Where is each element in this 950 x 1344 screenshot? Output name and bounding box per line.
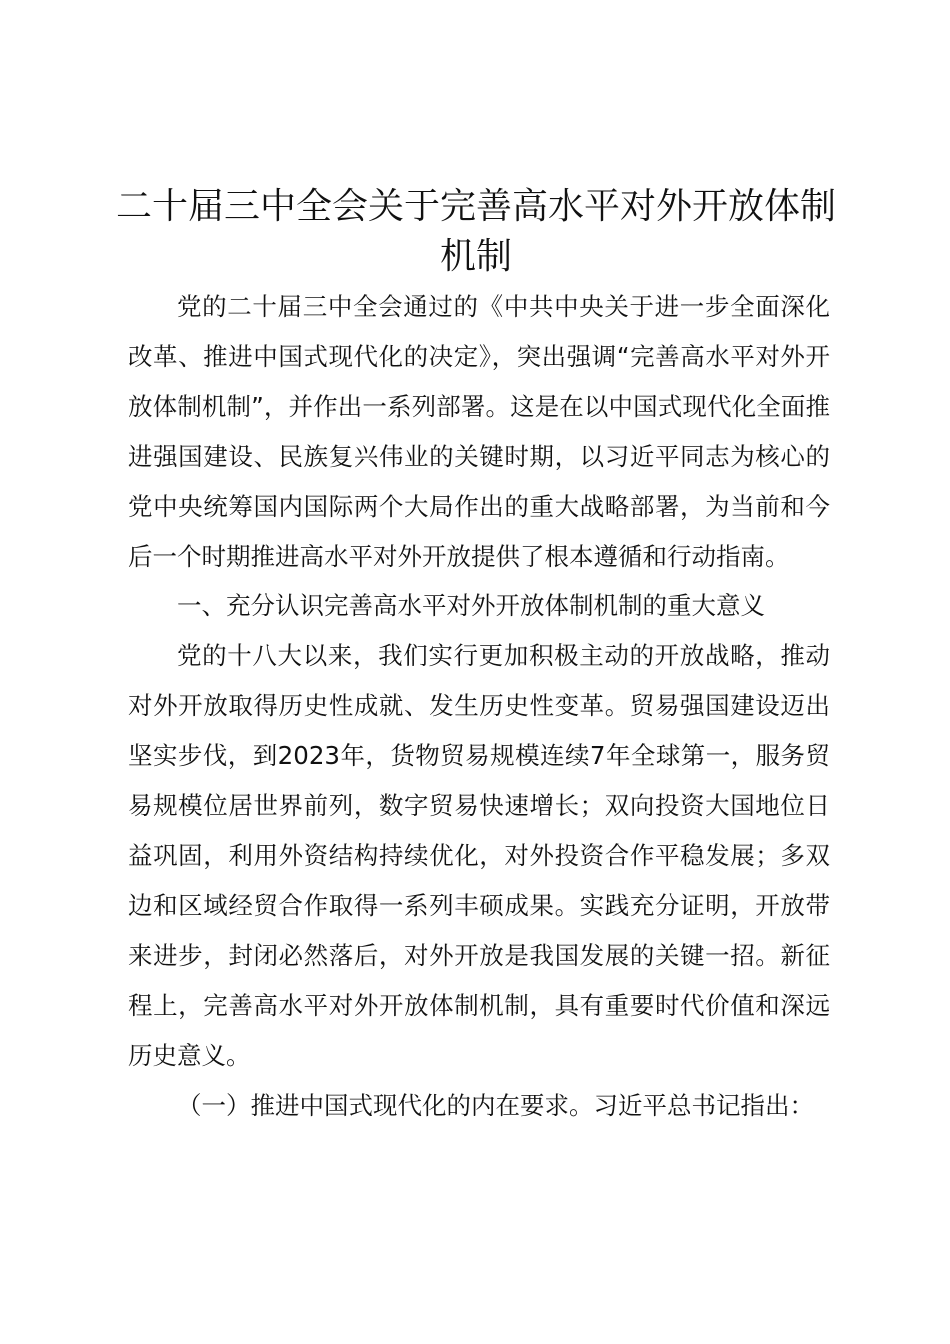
paragraph-achievements: 党的十八大以来，我们实行更加积极主动的开放战略，推动对外开放取得历史性成就、发生历史性变革。贸易强国建设迈出坚实步伐，到2023年，货物贸易规模连续7年全球第一，服务贸易规模位居世界前列，数字贸易快速增长；双向投资大国地位日益巩固，利用外资结构持续优化，对外投资合作平稳发展；多双边和区域经贸合作取得一系列丰硕成果。实践充分证明，开放带来进步，封闭必然落后，对外开放是我国发展的关键一招。新征程上，完善高水平对外开放体制机制，具有重要时代价值和深远历史意义。 [128, 641, 830, 1070]
document-body [128, 282, 830, 1130]
document-title: 二十届三中全会关于完善高水平对外开放体制机制 [115, 186, 836, 277]
subsection-heading-1: （一）推进中国式现代化的内在要求。习近平总书记指出： [177, 1090, 814, 1120]
section-heading-1: 一、充分认识完善高水平对外开放体制机制的重大意义 [177, 591, 765, 621]
paragraph-intro: 党的二十届三中全会通过的《中共中央关于进一步全面深化改革、推进中国式现代化的决定》，突出强调“完善高水平对外开放体制机制”，并作出一系列部署。这是在以中国式现代化全面推进强国建设、民族复兴伟业的关键时期，以习近平同志为核心的党中央统筹国内国际两个大局作出的重大战略部署，为当前和今后一个时期推进高水平对外开放提供了根本遵循和行动指南。 [128, 292, 830, 571]
